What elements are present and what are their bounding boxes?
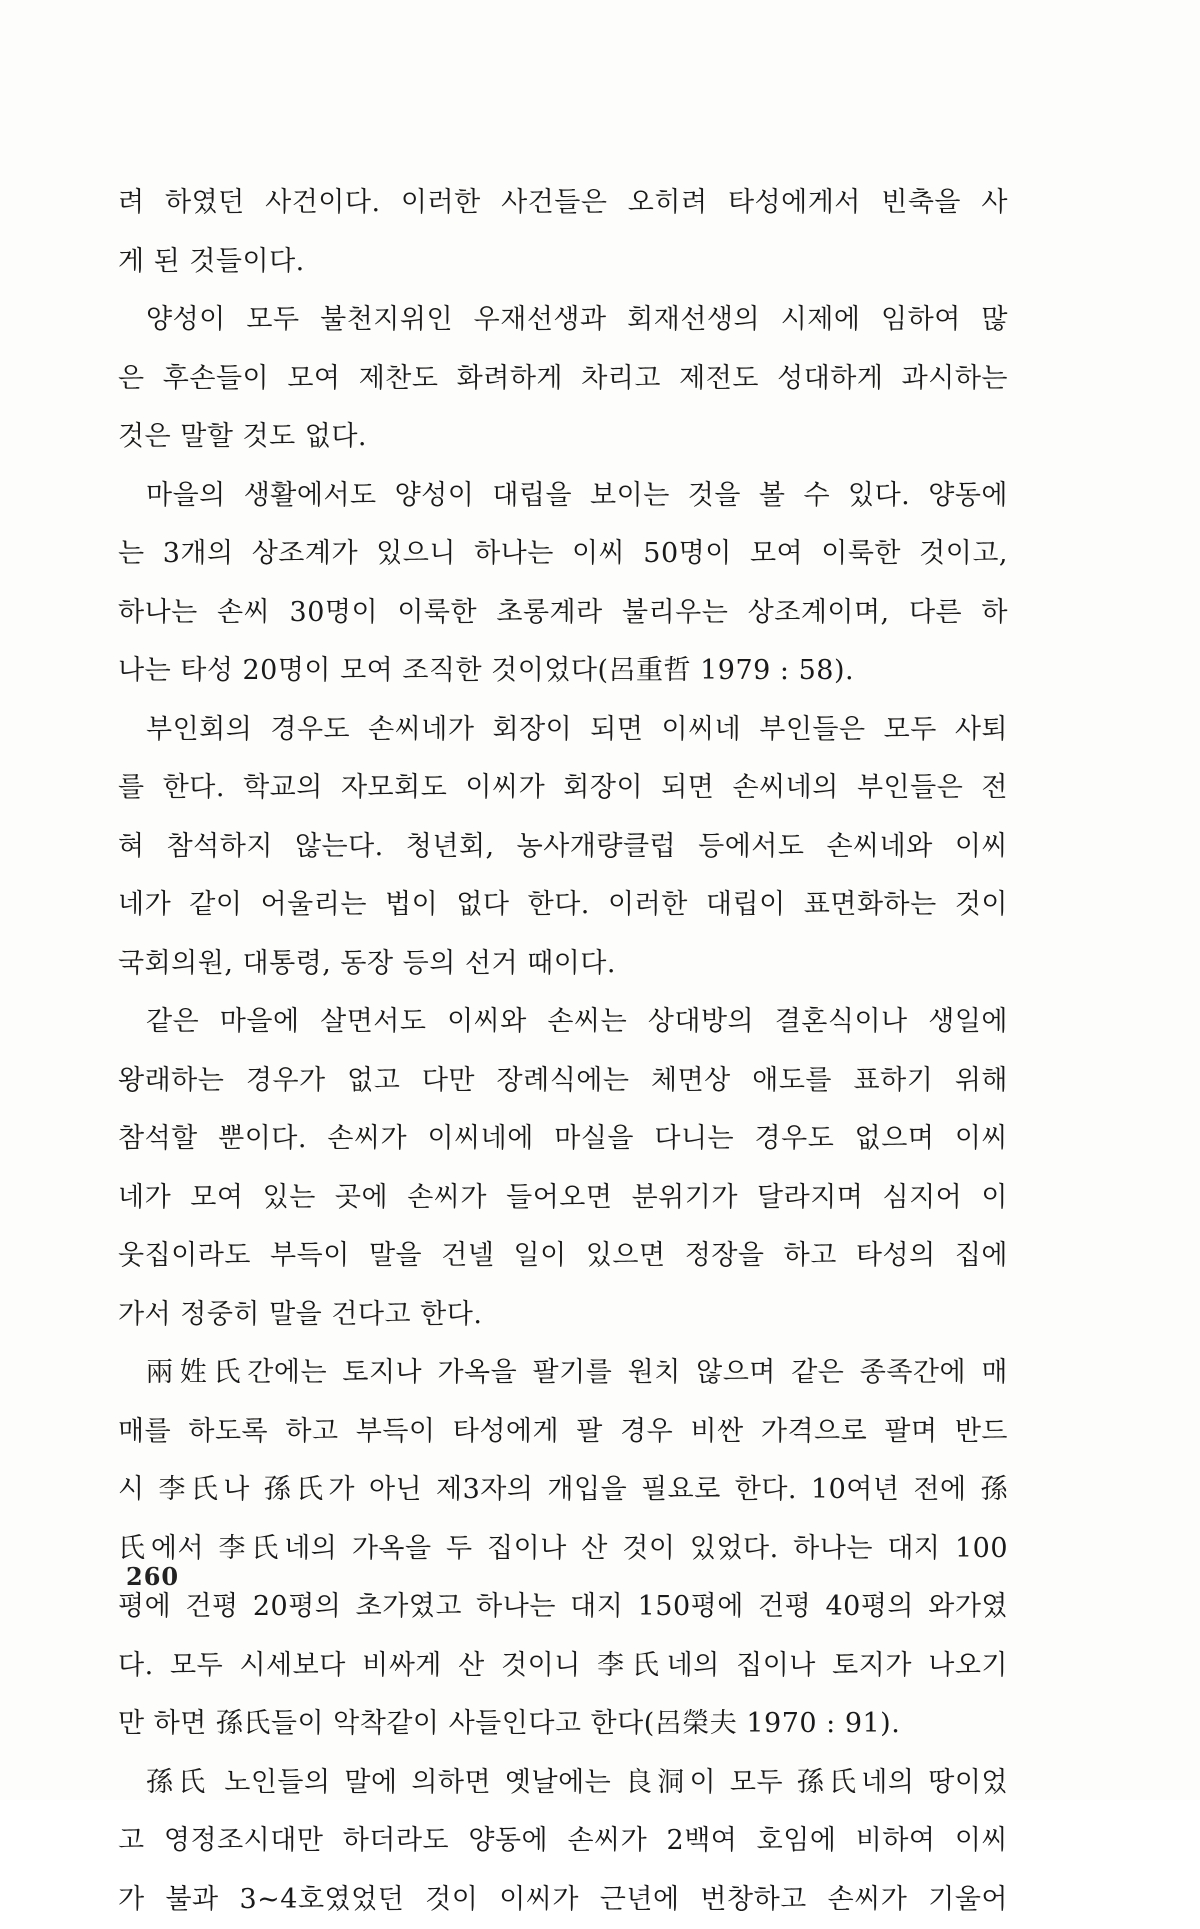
text-line: 게 된 것들이다. (118, 233, 1008, 292)
text-line: 고 영정조시대만 하더라도 양동에 손씨가 2백여 호임에 비하여 이씨 (118, 1812, 1008, 1871)
text-line: 것은 말할 것도 없다. (118, 408, 1008, 467)
text-line: 평에 건평 20평의 초가였고 하나는 대지 150평에 건평 40평의 와가였 (118, 1578, 1008, 1637)
text-line: 시 李氏나 孫氏가 아닌 제3자의 개입을 필요로 한다. 10여년 전에 孫 (118, 1461, 1008, 1520)
body-text (118, 174, 1008, 1929)
text-line: 웃집이라도 부득이 말을 건넬 일이 있으면 정장을 하고 타성의 집에 (118, 1227, 1008, 1286)
text-line: 만 하면 孫氏들이 악착같이 사들인다고 한다(呂榮夫 1970 : 91). (118, 1695, 1008, 1754)
text-line: 참석할 뿐이다. 손씨가 이씨네에 마실을 다니는 경우도 없으며 이씨 (118, 1110, 1008, 1169)
text-line: 마을의 생활에서도 양성이 대립을 보이는 것을 볼 수 있다. 양동에 (118, 467, 1008, 526)
text-line: 가서 정중히 말을 건다고 한다. (118, 1286, 1008, 1345)
text-line: 네가 같이 어울리는 법이 없다 한다. 이러한 대립이 표면화하는 것이 (118, 876, 1008, 935)
text-line: 나는 타성 20명이 모여 조직한 것이었다(呂重哲 1979 : 58). (118, 642, 1008, 701)
text-line: 를 한다. 학교의 자모회도 이씨가 회장이 되면 손씨네의 부인들은 전 (118, 759, 1008, 818)
text-line: 국회의원, 대통령, 동장 등의 선거 때이다. (118, 935, 1008, 994)
text-line: 양성이 모두 불천지위인 우재선생과 회재선생의 시제에 임하여 많 (118, 291, 1008, 350)
text-line: 氏에서 李氏네의 가옥을 두 집이나 산 것이 있었다. 하나는 대지 100 (118, 1520, 1008, 1579)
text-line: 하나는 손씨 30명이 이룩한 초롱계라 불리우는 상조계이며, 다른 하 (118, 584, 1008, 643)
text-line: 다. 모두 시세보다 비싸게 산 것이니 李氏네의 집이나 토지가 나오기 (118, 1637, 1008, 1696)
text-line: 가 불과 3~4호였었던 것이 이씨가 근년에 번창하고 손씨가 기울어 (118, 1871, 1008, 1929)
text-line: 은 후손들이 모여 제찬도 화려하게 차리고 제전도 성대하게 과시하는 (118, 350, 1008, 409)
text-line: 兩姓氏간에는 토지나 가옥을 팔기를 원치 않으며 같은 종족간에 매 (118, 1344, 1008, 1403)
text-line: 매를 하도록 하고 부득이 타성에게 팔 경우 비싼 가격으로 팔며 반드 (118, 1403, 1008, 1462)
text-line: 네가 모여 있는 곳에 손씨가 들어오면 분위기가 달라지며 심지어 이 (118, 1169, 1008, 1228)
text-line: 부인회의 경우도 손씨네가 회장이 되면 이씨네 부인들은 모두 사퇴 (118, 701, 1008, 760)
text-line: 려 하였던 사건이다. 이러한 사건들은 오히려 타성에게서 빈축을 사 (118, 174, 1008, 233)
page-number: 260 (126, 1562, 179, 1591)
text-line: 孫氏 노인들의 말에 의하면 옛날에는 良洞이 모두 孫氏네의 땅이었 (118, 1754, 1008, 1813)
text-line: 같은 마을에 살면서도 이씨와 손씨는 상대방의 결혼식이나 생일에 (118, 993, 1008, 1052)
text-line: 는 3개의 상조계가 있으니 하나는 이씨 50명이 모여 이룩한 것이고, (118, 525, 1008, 584)
text-line: 왕래하는 경우가 없고 다만 장례식에는 체면상 애도를 표하기 위해 (118, 1052, 1008, 1111)
text-line: 혀 참석하지 않는다. 청년회, 농사개량클럽 등에서도 손씨네와 이씨 (118, 818, 1008, 877)
